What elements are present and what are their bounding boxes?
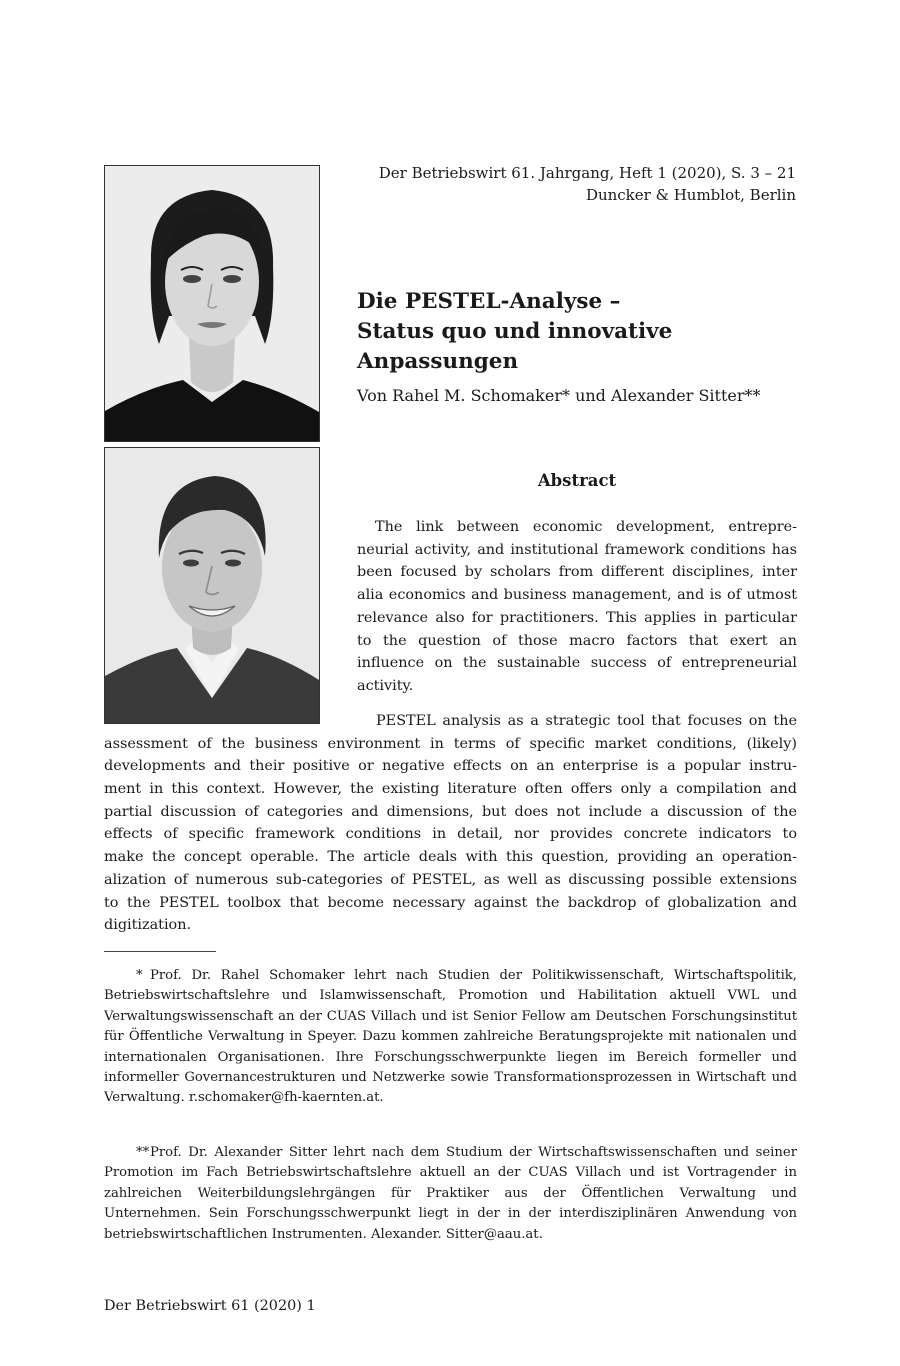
footnote-sitter [104,1143,797,1245]
abstract-line: partial discussion of categories and dimensions, but does not include a discussion of the [104,803,797,820]
footnote-text: Prof. Dr. Alexander Sitter lehrt nach dem Studium der Wirtschaftswissenschaften und seiner Promotion im Fach Betriebswirtschaftslehre aktuell an der CUAS Villach und ist Vortragender in zahlreichen Weiterbildungslehrgängen für Praktiker aus der Öffentlichen Verwaltung und Unternehmen. Sein Forschungsschwerpunkt liegt in der in der interdisziplinären Anwendung von betriebswirtschaftlichen Instrumenten. Alexander. Sitter@aau.at. [104,1145,797,1242]
title-line-2: Status quo und innovative Anpassungen [357,319,673,374]
footnote-marker: * [136,968,143,983]
abstract-paragraph-2 [104,710,797,937]
abstract-line: ment in this context. However, the existing literature often offers only a compilation and [104,781,797,798]
abstract-line: to the PESTEL toolbox that become necessary against the backdrop of globalization and [104,894,797,911]
abstract-line: alization of numerous sub-categories of PESTEL, as well as discussing possible extensions [104,871,797,888]
footnote-schomaker [104,966,797,1109]
title-line-1: Die PESTEL-Analyse – [357,289,621,314]
footnote-marker: ** [136,1145,150,1160]
abstract-line: assessment of the business environment in terms of specific market conditions, (likely) [104,735,797,752]
page-footer: Der Betriebswirt 61 (2020) 1 [104,1298,316,1314]
author-photo-schomaker [104,165,320,442]
journal-citation: Der Betriebswirt 61. Jahrgang, Heft 1 (2020), S. 3 – 21 [378,164,796,182]
article-title [357,287,817,377]
author-photo-sitter [104,447,320,724]
abstract-heading: Abstract [537,471,617,490]
abstract-line: PESTEL analysis as a strategic tool that focuses on the [376,713,797,729]
publisher: Duncker & Humblot, Berlin [585,186,796,204]
footnote-text: Prof. Dr. Rahel Schomaker lehrt nach Studien der Politikwissenschaft, Wirtschaftspolitik, Betriebswirtschaftslehre und Islamwissenschaft, Promotion und Habilitation aktuell VWL und Verwaltungswissenschaft an der CUAS Villach und ist Senior Fellow am Deutschen Forschungsinstitut für Öffentliche Verwaltung in Speyer. Dazu kommen zahlreiche Beratungsprojekte mit nationalen und internationalen Organisationen. Ihre Forschungsschwerpunkte liegen im Bereich formeller und informeller Governancestrukturen und Netzwerke sowie Transformationsprozessen in Wirtschaft und Verwaltung. r.schomaker@fh-kaernten.at. [104,968,797,1106]
author-byline: Von Rahel M. Schomaker* und Alexander Sitter** [357,386,761,405]
abstract-line: effects of specific framework conditions in detail, nor provides concrete indicators to [104,826,797,843]
footnote-divider [104,951,216,952]
journal-info [379,162,796,206]
abstract-paragraph-1: The link between economic development, entrepreneurial activity, and institutional framework conditions has been focused by scholars from different disciplines, inter alia economics and business management, and is of utmost relevance also for practitioners. This applies in particular to the question of those macro factors that exert an influence on the sustainable success of entrepreneurial activity. [357,519,797,694]
abstract-line: developments and their positive or negative effects on an enterprise is a popular instru- [104,758,797,775]
abstract-line: make the concept operable. The article deals with this question, providing an operation- [104,849,797,866]
abstract-line: digitization. [104,917,192,934]
